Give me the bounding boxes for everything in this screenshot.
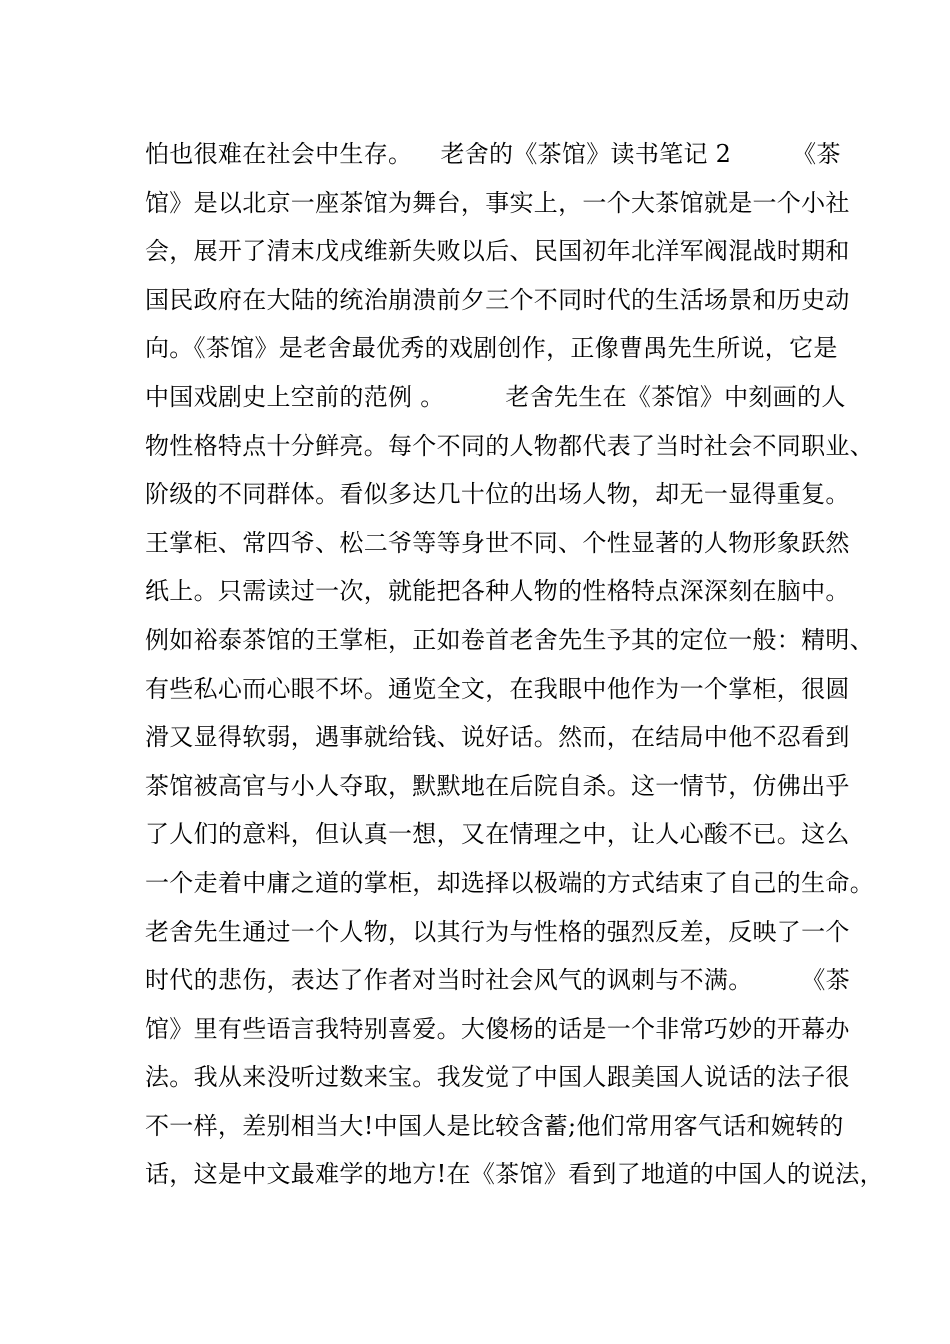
- text-line-11: 例如裕泰茶馆的王掌柜，正如卷首老舍先生予其的定位一般：精明、: [145, 625, 874, 654]
- text-line-4: 国民政府在大陆的统治崩溃前夕三个不同时代的生活场景和历史动: [145, 285, 850, 314]
- text-line-7: 物性格特点十分鲜亮。每个不同的人物都代表了当时社会不同职业、: [145, 431, 874, 460]
- text-line-19: 馆》里有些语言我特别喜爱。大傻杨的话是一个非常巧妙的开幕办: [145, 1014, 850, 1043]
- text-line-8: 阶级的不同群体。看似多达几十位的出场人物，却无一显得重复。: [145, 480, 850, 509]
- text-line-1: 怕也很难在社会中生存。 老舍的《茶馆》读书笔记 2 《茶: [145, 140, 841, 168]
- text-line-2: 馆》是以北京一座茶馆为舞台，事实上，一个大茶馆就是一个小社: [145, 188, 850, 217]
- text-line-20: 法。我从来没听过数来宝。我发觉了中国人跟美国人说话的法子很: [145, 1063, 850, 1092]
- body-text: [145, 130, 884, 1199]
- text-line-21: 不一样，差别相当大!中国人是比较含蓄;他们常用客气话和婉转的: [145, 1111, 844, 1140]
- text-line-15: 了人们的意料，但认真一想，又在情理之中，让人心酸不已。这么: [145, 820, 850, 849]
- text-line-17: 老舍先生通过一个人物，以其行为与性格的强烈反差，反映了一个: [145, 917, 850, 946]
- text-line-18: 时代的悲伤，表达了作者对当时社会风气的讽刺与不满。 《茶: [145, 966, 850, 995]
- text-line-22: 话，这是中文最难学的地方!在《茶馆》看到了地道的中国人的说法，: [145, 1160, 884, 1189]
- text-line-14: 茶馆被高官与小人夺取，默默地在后院自杀。这一情节，仿佛出乎: [145, 771, 850, 800]
- text-line-13: 滑又显得软弱，遇事就给钱、说好话。然而，在结局中他不忍看到: [145, 723, 850, 752]
- text-line-5: 向。《茶馆》是老舍最优秀的戏剧创作，正像曹禺先生所说，它是: [145, 334, 838, 363]
- text-line-12: 有些私心而心眼不坏。通览全文，在我眼中他作为一个掌柜，很圆: [145, 674, 850, 703]
- text-line-10: 纸上。只需读过一次，就能把各种人物的性格特点深深刻在脑中。: [145, 577, 850, 606]
- text-line-6: 中国戏剧史上空前的范例 。 老舍先生在《茶馆》中刻画的人: [145, 382, 846, 411]
- text-line-3: 会，展开了清末戊戌维新失败以后、民国初年北洋军阀混战时期和: [145, 237, 850, 266]
- text-line-9: 王掌柜、常四爷、松二爷等等身世不同、个性显著的人物形象跃然: [145, 528, 850, 557]
- text-line-16: 一个走着中庸之道的掌柜，却选择以极端的方式结束了自己的生命。: [145, 868, 874, 897]
